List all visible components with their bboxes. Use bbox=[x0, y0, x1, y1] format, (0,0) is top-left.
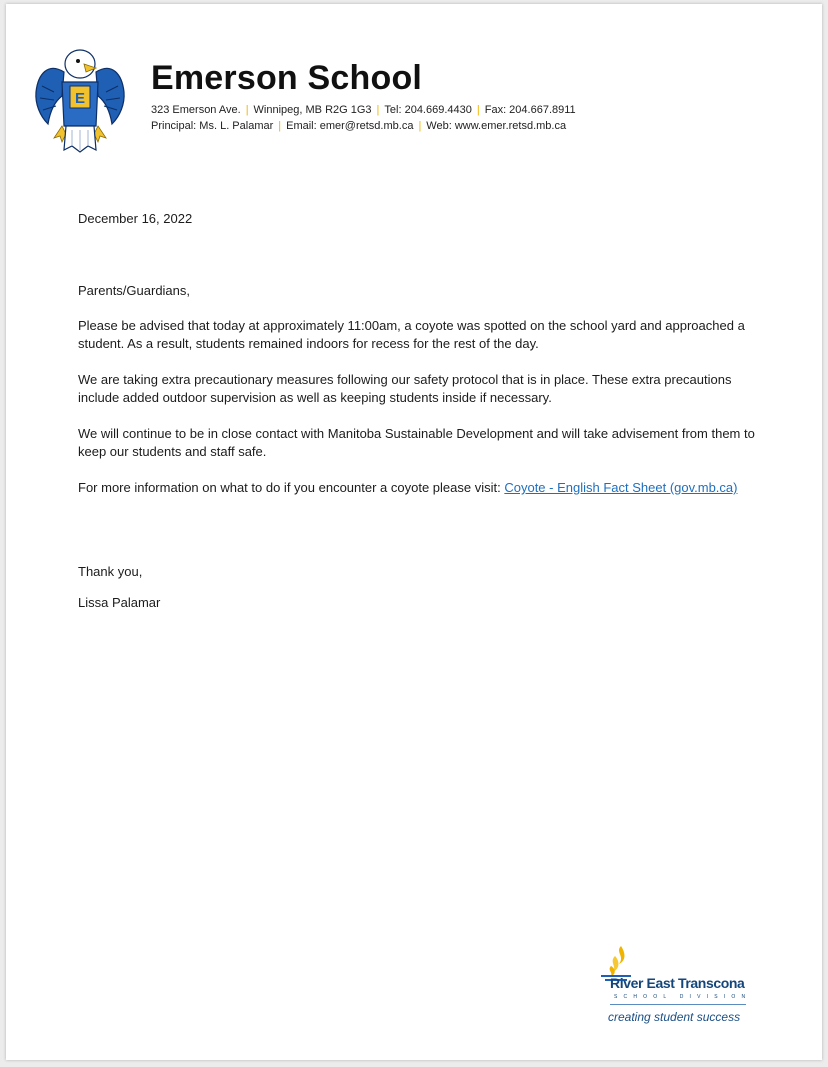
eagle-mascot-icon bbox=[34, 42, 126, 154]
division-subtitle: SCHOOL DIVISION bbox=[614, 994, 752, 1000]
contact-line-1 bbox=[151, 105, 576, 116]
letter-paragraph-1: Please be advised that today at approximately 11:00am, a coyote was spotted on the school yard and approached a student. As a result, students remained indoors for recess for the rest of the day. bbox=[78, 318, 745, 351]
letter-closing: Thank you, bbox=[78, 564, 143, 579]
division-tagline: creating student success bbox=[608, 1010, 741, 1024]
logo-letter: E bbox=[74, 90, 86, 107]
divider bbox=[610, 1004, 746, 1005]
school-principal: Principal: Ms. L. Palamar bbox=[151, 120, 274, 132]
school-fax: Fax: 204.667.8911 bbox=[484, 104, 576, 116]
letter-date: December 16, 2022 bbox=[78, 211, 193, 226]
letter-signature: Lissa Palamar bbox=[78, 595, 161, 610]
paragraph-4-text: For more information on what to do if you encounter a coyote please visit: bbox=[78, 480, 505, 495]
school-tel: Tel: 204.669.4430 bbox=[384, 104, 472, 116]
separator: | bbox=[418, 120, 422, 132]
letter-greeting: Parents/Guardians, bbox=[78, 283, 191, 298]
division-name: River East Transcona bbox=[610, 975, 745, 991]
school-name: Emerson School bbox=[151, 59, 423, 97]
letter-paragraph-3: We will continue to be in close contact with Manitoba Sustainable Development and will take advisement from them to keep our students and staff safe. bbox=[78, 426, 755, 459]
school-web: Web: www.emer.retsd.mb.ca bbox=[426, 120, 567, 132]
letter-page bbox=[6, 4, 822, 1060]
contact-line-2 bbox=[151, 121, 566, 132]
separator: | bbox=[476, 104, 480, 116]
school-address: 323 Emerson Ave. bbox=[151, 104, 241, 116]
school-city: Winnipeg, MB R2G 1G3 bbox=[253, 104, 372, 116]
separator: | bbox=[278, 120, 282, 132]
letter-paragraph-2: We are taking extra precautionary measures following our safety protocol that is in place. These extra precautions include added outdoor supervision as well as keeping students inside if necessary. bbox=[78, 372, 732, 405]
coyote-fact-sheet-link[interactable]: Coyote - English Fact Sheet (gov.mb.ca) bbox=[504, 480, 738, 495]
separator: | bbox=[245, 104, 249, 116]
separator: | bbox=[376, 104, 380, 116]
letter-paragraph-4 bbox=[78, 479, 758, 497]
school-email: Email: emer@retsd.mb.ca bbox=[286, 120, 414, 132]
